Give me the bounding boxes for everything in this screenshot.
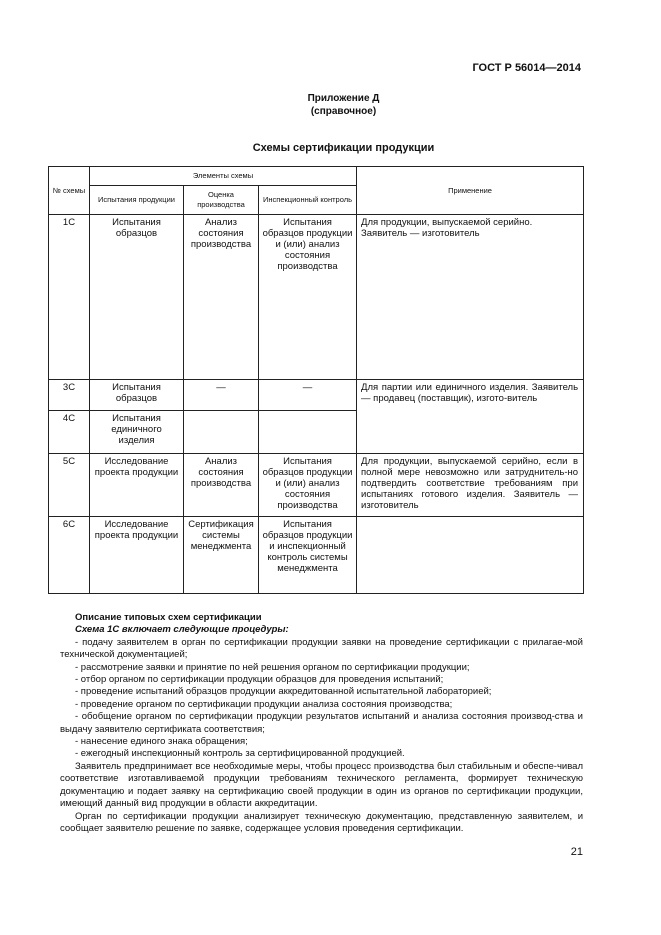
cell-testing: Испытания образцов	[90, 380, 184, 411]
list-item	[60, 637, 583, 662]
page-title: Схемы сертификации продукции	[252, 142, 435, 154]
table-row	[49, 380, 584, 411]
cell-inspection	[259, 411, 357, 454]
list-item-text: - обобщение органом по сертификации продукции результатов испытаний и анализа состояния производ-ства и выдачу заявителю сертификата соответствия;	[60, 711, 583, 735]
paragraph: Орган по сертификации продукции анализирует техническую документацию, представленную заявителем, и сообщает заявителю решение по заявке, содержащее условия проведения сертификации.	[60, 810, 583, 834]
cell-application: Для продукции, выпускаемой серийно, если в полной мере невозможно или затруднитель-но подтвердить соответствие требованиям при испытаниях готового изделия. Заявитель — изготовитель	[357, 454, 584, 517]
cell-testing: Исследование проекта продукции	[90, 517, 184, 594]
standard-number: ГОСТ Р 56014—2014	[472, 62, 581, 74]
annex-title: Приложение Д	[307, 93, 380, 104]
schemes-table	[48, 166, 584, 594]
cell-testing: Испытания единичного изделия	[90, 411, 184, 454]
header-testing: Испытания продукции	[90, 186, 184, 215]
list-item	[60, 711, 583, 736]
scheme-1c-heading: Схема 1С включает следующие процедуры:	[75, 624, 289, 636]
list-item: - нанесение единого знака обращения;	[75, 736, 248, 748]
paragraph: Заявитель предпринимает все необходимые меры, чтобы процесс производства был стабильным и обеспе-чивал соответствие изготавливаемой продукции требованиям технического регламента, формирует техническую документацию и подает заявку на сертификацию своей продукции в один из органов по сертификации продукции, имеющий данный вид продукции в области аккредитации.	[60, 760, 583, 810]
cell-testing: Испытания образцов	[90, 215, 184, 380]
cell-application: Для продукции, выпускаемой серийно. Заявитель — изготовитель	[357, 215, 584, 380]
header-scheme-no: № схемы	[49, 167, 90, 215]
cell-scheme-no: 3С	[49, 380, 90, 411]
header-application: Применение	[357, 167, 584, 215]
cell-inspection: Испытания образцов продукции и (или) анализ состояния производства	[259, 215, 357, 380]
list-item: - проведение испытаний образцов продукции аккредитованной испытательной лабораторией;	[75, 686, 492, 698]
table-row	[49, 517, 584, 594]
header-elements: Элементы схемы	[90, 167, 357, 186]
list-item: - проведение органом по сертификации продукции анализа состояния производства;	[75, 698, 453, 710]
list-item: - ежегодный инспекционный контроль за сертифицированной продукцией.	[75, 748, 405, 760]
cell-application	[357, 517, 584, 594]
certification-description	[60, 612, 583, 835]
annex-heading	[0, 92, 661, 118]
cell-scheme-no: 1С	[49, 215, 90, 380]
list-item-text: - подачу заявителем в орган по сертификации продукции заявки на проведение сертификации с прилагае-мой технической документацией;	[60, 636, 583, 661]
cell-assessment: Анализ состояния производства	[184, 215, 259, 380]
cell-assessment	[184, 411, 259, 454]
cell-inspection: —	[259, 380, 357, 411]
table-header-row	[49, 167, 584, 186]
header-assessment: Оценка производства	[184, 186, 259, 215]
page-number: 21	[570, 846, 583, 858]
header-inspection: Инспекционный контроль	[259, 186, 357, 215]
cell-application: Для партии или единичного изделия. Заявитель — продавец (поставщик), изгото-витель	[357, 380, 584, 454]
annex-subtitle: (справочное)	[310, 106, 377, 117]
description-heading: Описание типовых схем сертификации	[75, 612, 262, 623]
cell-scheme-no: 4С	[49, 411, 90, 454]
cell-inspection: Испытания образцов продукции и инспекционный контроль системы менеджмента	[259, 517, 357, 594]
cell-testing: Исследование проекта продукции	[90, 454, 184, 517]
table-row	[49, 215, 584, 380]
cell-assessment: Анализ состояния производства	[184, 454, 259, 517]
list-item: - рассмотрение заявки и принятие по ней решения органом по сертификации продукции;	[75, 661, 470, 673]
cell-assessment: —	[184, 380, 259, 411]
cell-scheme-no: 6С	[49, 517, 90, 594]
cell-inspection: Испытания образцов продукции и (или) анализ состояния производства	[259, 454, 357, 517]
cell-assessment: Сертификация системы менеджмента	[184, 517, 259, 594]
list-item: - отбор органом по сертификации продукции образцов для проведения испытаний;	[75, 674, 444, 686]
table-row	[49, 454, 584, 517]
cell-scheme-no: 5С	[49, 454, 90, 517]
